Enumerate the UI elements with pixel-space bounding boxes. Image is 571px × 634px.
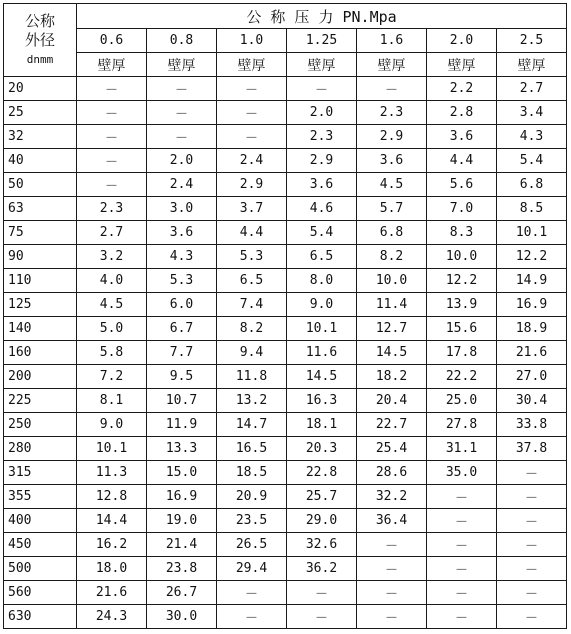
wall-thickness-cell: 4.5 bbox=[357, 173, 427, 197]
wall-thickness-cell: 17.8 bbox=[427, 341, 497, 365]
table-row bbox=[4, 509, 567, 533]
wall-thickness-cell: 5.3 bbox=[217, 245, 287, 269]
wall-thickness-cell: 5.4 bbox=[497, 149, 567, 173]
wall-thickness-label: 壁厚 bbox=[427, 53, 497, 77]
wall-thickness-cell: 2.8 bbox=[427, 101, 497, 125]
wall-thickness-cell: 12.2 bbox=[427, 269, 497, 293]
wall-thickness-cell: － bbox=[497, 485, 567, 509]
wall-thickness-cell: 9.4 bbox=[217, 341, 287, 365]
wall-thickness-cell: 4.0 bbox=[77, 269, 147, 293]
wall-thickness-cell: － bbox=[427, 485, 497, 509]
wall-thickness-cell: 6.5 bbox=[287, 245, 357, 269]
wall-thickness-cell: 25.0 bbox=[427, 389, 497, 413]
pressure-header-title: 公 称 压 力 PN.Mpa bbox=[77, 4, 567, 29]
table-row bbox=[4, 485, 567, 509]
wall-thickness-table bbox=[3, 3, 567, 629]
diameter-cell: 560 bbox=[4, 581, 77, 605]
table-row bbox=[4, 317, 567, 341]
wall-thickness-cell: － bbox=[77, 77, 147, 101]
wall-thickness-cell: － bbox=[217, 605, 287, 629]
diameter-cell: 25 bbox=[4, 101, 77, 125]
wall-thickness-cell: － bbox=[427, 557, 497, 581]
wall-thickness-cell: － bbox=[217, 125, 287, 149]
table-row bbox=[4, 293, 567, 317]
wall-thickness-cell: 2.3 bbox=[77, 197, 147, 221]
table-row bbox=[4, 101, 567, 125]
table-row bbox=[4, 173, 567, 197]
wall-thickness-cell: 36.4 bbox=[357, 509, 427, 533]
pressure-column-header: 1.25 bbox=[287, 29, 357, 53]
wall-thickness-cell: 8.0 bbox=[287, 269, 357, 293]
wall-thickness-cell: － bbox=[217, 77, 287, 101]
wall-thickness-cell: 10.7 bbox=[147, 389, 217, 413]
diameter-cell: 450 bbox=[4, 533, 77, 557]
wall-thickness-cell: 5.8 bbox=[77, 341, 147, 365]
table-row bbox=[4, 77, 567, 101]
wall-thickness-cell: 36.2 bbox=[287, 557, 357, 581]
pressure-column-header: 0.8 bbox=[147, 29, 217, 53]
wall-thickness-cell: 2.4 bbox=[217, 149, 287, 173]
wall-thickness-cell: － bbox=[427, 605, 497, 629]
wall-thickness-cell: 14.4 bbox=[77, 509, 147, 533]
wall-thickness-cell: 27.8 bbox=[427, 413, 497, 437]
diameter-cell: 140 bbox=[4, 317, 77, 341]
wall-thickness-label: 壁厚 bbox=[497, 53, 567, 77]
wall-thickness-cell: 13.2 bbox=[217, 389, 287, 413]
wall-thickness-cell: 4.4 bbox=[427, 149, 497, 173]
wall-thickness-cell: 4.5 bbox=[77, 293, 147, 317]
wall-thickness-cell: 16.9 bbox=[497, 293, 567, 317]
wall-thickness-cell: － bbox=[427, 533, 497, 557]
diameter-cell: 225 bbox=[4, 389, 77, 413]
table-row bbox=[4, 557, 567, 581]
wall-thickness-label: 壁厚 bbox=[77, 53, 147, 77]
wall-thickness-cell: 10.0 bbox=[427, 245, 497, 269]
wall-thickness-cell: 2.7 bbox=[77, 221, 147, 245]
pressure-column-header: 2.0 bbox=[427, 29, 497, 53]
wall-thickness-cell: 29.0 bbox=[287, 509, 357, 533]
wall-thickness-cell: 21.6 bbox=[497, 341, 567, 365]
wall-thickness-cell: － bbox=[147, 125, 217, 149]
diameter-cell: 355 bbox=[4, 485, 77, 509]
diameter-cell: 75 bbox=[4, 221, 77, 245]
wall-thickness-cell: 24.3 bbox=[77, 605, 147, 629]
diameter-cell: 50 bbox=[4, 173, 77, 197]
nominal-diameter-header bbox=[4, 4, 77, 77]
pressure-column-header: 1.0 bbox=[217, 29, 287, 53]
wall-thickness-cell: 27.0 bbox=[497, 365, 567, 389]
wall-thickness-cell: 6.0 bbox=[147, 293, 217, 317]
wall-thickness-cell: 2.0 bbox=[287, 101, 357, 125]
wall-thickness-cell: 33.8 bbox=[497, 413, 567, 437]
wall-thickness-cell: 30.0 bbox=[147, 605, 217, 629]
wall-thickness-cell: 2.0 bbox=[147, 149, 217, 173]
wall-thickness-cell: 20.9 bbox=[217, 485, 287, 509]
wall-thickness-cell: 5.3 bbox=[147, 269, 217, 293]
wall-thickness-cell: 22.2 bbox=[427, 365, 497, 389]
wall-thickness-cell: － bbox=[357, 533, 427, 557]
wall-thickness-cell: － bbox=[147, 77, 217, 101]
corner-label-line1: 公称 bbox=[24, 11, 55, 30]
wall-thickness-cell: 10.1 bbox=[77, 437, 147, 461]
wall-thickness-cell: 12.8 bbox=[77, 485, 147, 509]
wall-thickness-label: 壁厚 bbox=[147, 53, 217, 77]
wall-thickness-cell: 8.2 bbox=[357, 245, 427, 269]
wall-thickness-cell: 31.1 bbox=[427, 437, 497, 461]
diameter-cell: 160 bbox=[4, 341, 77, 365]
diameter-cell: 630 bbox=[4, 605, 77, 629]
table-row bbox=[4, 437, 567, 461]
diameter-cell: 125 bbox=[4, 293, 77, 317]
wall-thickness-cell: 3.0 bbox=[147, 197, 217, 221]
table-row bbox=[4, 389, 567, 413]
wall-thickness-cell: － bbox=[427, 509, 497, 533]
diameter-cell: 40 bbox=[4, 149, 77, 173]
table-row bbox=[4, 125, 567, 149]
wall-thickness-cell: － bbox=[77, 101, 147, 125]
table-row bbox=[4, 149, 567, 173]
wall-thickness-cell: 14.7 bbox=[217, 413, 287, 437]
wall-thickness-cell: － bbox=[77, 125, 147, 149]
wall-thickness-cell: － bbox=[77, 173, 147, 197]
wall-thickness-cell: 21.4 bbox=[147, 533, 217, 557]
wall-thickness-cell: 14.5 bbox=[287, 365, 357, 389]
wall-thickness-cell: － bbox=[357, 557, 427, 581]
wall-thickness-cell: － bbox=[287, 581, 357, 605]
wall-thickness-cell: 19.0 bbox=[147, 509, 217, 533]
wall-thickness-cell: 18.0 bbox=[77, 557, 147, 581]
wall-thickness-cell: 16.2 bbox=[77, 533, 147, 557]
wall-thickness-cell: 3.7 bbox=[217, 197, 287, 221]
wall-thickness-cell: － bbox=[497, 581, 567, 605]
wall-thickness-cell: － bbox=[217, 101, 287, 125]
wall-thickness-cell: 22.7 bbox=[357, 413, 427, 437]
wall-thickness-cell: 3.6 bbox=[287, 173, 357, 197]
wall-thickness-cell: 2.9 bbox=[357, 125, 427, 149]
table-row bbox=[4, 341, 567, 365]
wall-thickness-cell: 37.8 bbox=[497, 437, 567, 461]
table-row bbox=[4, 221, 567, 245]
wall-thickness-cell: 32.6 bbox=[287, 533, 357, 557]
diameter-cell: 280 bbox=[4, 437, 77, 461]
wall-thickness-label: 壁厚 bbox=[217, 53, 287, 77]
wall-thickness-label: 壁厚 bbox=[287, 53, 357, 77]
wall-thickness-cell: － bbox=[287, 605, 357, 629]
wall-thickness-cell: 12.2 bbox=[497, 245, 567, 269]
table-row bbox=[4, 533, 567, 557]
wall-thickness-cell: － bbox=[217, 581, 287, 605]
wall-thickness-cell: 5.6 bbox=[427, 173, 497, 197]
wall-thickness-cell: 14.5 bbox=[357, 341, 427, 365]
wall-thickness-cell: － bbox=[497, 557, 567, 581]
wall-thickness-cell: 22.8 bbox=[287, 461, 357, 485]
wall-thickness-cell: 7.2 bbox=[77, 365, 147, 389]
wall-thickness-cell: 16.5 bbox=[217, 437, 287, 461]
wall-thickness-cell: 10.1 bbox=[497, 221, 567, 245]
wall-thickness-cell: 21.6 bbox=[77, 581, 147, 605]
wall-thickness-cell: 8.3 bbox=[427, 221, 497, 245]
wall-thickness-cell: 25.4 bbox=[357, 437, 427, 461]
wall-thickness-cell: 15.0 bbox=[147, 461, 217, 485]
wall-thickness-cell: 8.2 bbox=[217, 317, 287, 341]
pressure-column-header: 2.5 bbox=[497, 29, 567, 53]
wall-thickness-cell: 25.7 bbox=[287, 485, 357, 509]
table-row bbox=[4, 461, 567, 485]
diameter-cell: 63 bbox=[4, 197, 77, 221]
wall-thickness-cell: － bbox=[497, 605, 567, 629]
diameter-cell: 32 bbox=[4, 125, 77, 149]
wall-thickness-cell: 16.9 bbox=[147, 485, 217, 509]
wall-thickness-cell: 4.3 bbox=[497, 125, 567, 149]
wall-thickness-cell: 2.4 bbox=[147, 173, 217, 197]
diameter-cell: 90 bbox=[4, 245, 77, 269]
diameter-cell: 400 bbox=[4, 509, 77, 533]
wall-thickness-cell: 35.0 bbox=[427, 461, 497, 485]
wall-thickness-cell: 18.9 bbox=[497, 317, 567, 341]
wall-thickness-cell: － bbox=[287, 77, 357, 101]
wall-thickness-cell: 18.2 bbox=[357, 365, 427, 389]
wall-thickness-cell: － bbox=[497, 533, 567, 557]
wall-thickness-cell: 2.9 bbox=[217, 173, 287, 197]
wall-thickness-cell: 20.4 bbox=[357, 389, 427, 413]
wall-thickness-cell: 8.5 bbox=[497, 197, 567, 221]
wall-thickness-cell: 11.3 bbox=[77, 461, 147, 485]
table-row bbox=[4, 605, 567, 629]
wall-thickness-cell: 11.6 bbox=[287, 341, 357, 365]
table-row bbox=[4, 245, 567, 269]
corner-label-line2: 外径 bbox=[24, 30, 55, 49]
diameter-cell: 250 bbox=[4, 413, 77, 437]
wall-thickness-cell: 29.4 bbox=[217, 557, 287, 581]
wall-thickness-cell: 23.5 bbox=[217, 509, 287, 533]
table-row bbox=[4, 365, 567, 389]
wall-thickness-cell: 11.4 bbox=[357, 293, 427, 317]
wall-thickness-cell: 3.6 bbox=[427, 125, 497, 149]
wall-thickness-cell: 4.3 bbox=[147, 245, 217, 269]
wall-thickness-label: 壁厚 bbox=[357, 53, 427, 77]
wall-thickness-cell: 28.6 bbox=[357, 461, 427, 485]
table-row bbox=[4, 413, 567, 437]
wall-thickness-cell: 2.3 bbox=[287, 125, 357, 149]
wall-thickness-cell: 20.3 bbox=[287, 437, 357, 461]
wall-thickness-cell: 3.6 bbox=[147, 221, 217, 245]
wall-thickness-cell: 30.4 bbox=[497, 389, 567, 413]
wall-thickness-cell: 11.8 bbox=[217, 365, 287, 389]
table-row bbox=[4, 197, 567, 221]
wall-thickness-cell: 2.7 bbox=[497, 77, 567, 101]
wall-thickness-cell: 2.9 bbox=[287, 149, 357, 173]
wall-thickness-cell: 32.2 bbox=[357, 485, 427, 509]
wall-thickness-cell: 13.9 bbox=[427, 293, 497, 317]
wall-thickness-cell: 18.5 bbox=[217, 461, 287, 485]
wall-thickness-cell: 26.7 bbox=[147, 581, 217, 605]
wall-thickness-cell: 4.4 bbox=[217, 221, 287, 245]
wall-thickness-cell: 16.3 bbox=[287, 389, 357, 413]
diameter-cell: 110 bbox=[4, 269, 77, 293]
wall-thickness-cell: 5.4 bbox=[287, 221, 357, 245]
pressure-column-header: 0.6 bbox=[77, 29, 147, 53]
wall-thickness-cell: 9.5 bbox=[147, 365, 217, 389]
wall-thickness-cell: 23.8 bbox=[147, 557, 217, 581]
wall-thickness-cell: 10.1 bbox=[287, 317, 357, 341]
wall-thickness-cell: 3.2 bbox=[77, 245, 147, 269]
wall-thickness-cell: 7.0 bbox=[427, 197, 497, 221]
wall-thickness-cell: 9.0 bbox=[287, 293, 357, 317]
wall-thickness-cell: 10.0 bbox=[357, 269, 427, 293]
wall-thickness-cell: 13.3 bbox=[147, 437, 217, 461]
wall-thickness-cell: 9.0 bbox=[77, 413, 147, 437]
wall-thickness-cell: 6.8 bbox=[357, 221, 427, 245]
wall-thickness-cell: － bbox=[497, 461, 567, 485]
wall-thickness-cell: － bbox=[497, 509, 567, 533]
wall-thickness-cell: 8.1 bbox=[77, 389, 147, 413]
wall-thickness-cell: 7.7 bbox=[147, 341, 217, 365]
wall-thickness-cell: － bbox=[77, 149, 147, 173]
wall-thickness-cell: － bbox=[357, 77, 427, 101]
table-row bbox=[4, 581, 567, 605]
diameter-cell: 20 bbox=[4, 77, 77, 101]
wall-thickness-cell: 4.6 bbox=[287, 197, 357, 221]
diameter-cell: 200 bbox=[4, 365, 77, 389]
wall-thickness-cell: 11.9 bbox=[147, 413, 217, 437]
table-row bbox=[4, 269, 567, 293]
wall-thickness-cell: 5.0 bbox=[77, 317, 147, 341]
wall-thickness-cell: 3.4 bbox=[497, 101, 567, 125]
wall-thickness-cell: 3.6 bbox=[357, 149, 427, 173]
corner-unit: dnmm bbox=[26, 52, 54, 66]
wall-thickness-cell: 15.6 bbox=[427, 317, 497, 341]
diameter-cell: 500 bbox=[4, 557, 77, 581]
wall-thickness-cell: 18.1 bbox=[287, 413, 357, 437]
wall-thickness-cell: 6.7 bbox=[147, 317, 217, 341]
wall-thickness-cell: 14.9 bbox=[497, 269, 567, 293]
wall-thickness-cell: 2.2 bbox=[427, 77, 497, 101]
wall-thickness-cell: 26.5 bbox=[217, 533, 287, 557]
wall-thickness-cell: 2.3 bbox=[357, 101, 427, 125]
wall-thickness-cell: 5.7 bbox=[357, 197, 427, 221]
wall-thickness-cell: － bbox=[357, 605, 427, 629]
wall-thickness-cell: 12.7 bbox=[357, 317, 427, 341]
wall-thickness-cell: 7.4 bbox=[217, 293, 287, 317]
wall-thickness-cell: － bbox=[357, 581, 427, 605]
wall-thickness-cell: 6.5 bbox=[217, 269, 287, 293]
pressure-column-header: 1.6 bbox=[357, 29, 427, 53]
wall-thickness-cell: 6.8 bbox=[497, 173, 567, 197]
wall-thickness-cell: － bbox=[427, 581, 497, 605]
diameter-cell: 315 bbox=[4, 461, 77, 485]
wall-thickness-cell: － bbox=[147, 101, 217, 125]
